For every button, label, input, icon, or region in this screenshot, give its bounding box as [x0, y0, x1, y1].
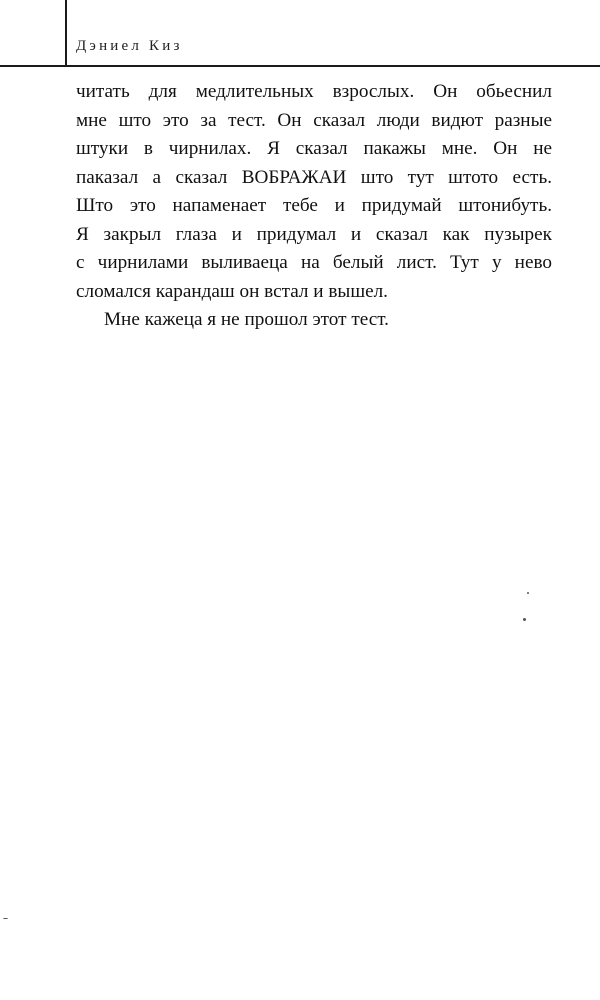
- text-line: читать для медлительных взрослых. Он обьеснил: [76, 81, 552, 102]
- final-paragraph: Мне кажеца я не прошол этот тест.: [104, 309, 389, 330]
- print-speck: [523, 618, 526, 621]
- header-vertical-rule: [65, 0, 67, 66]
- page-body-text: [76, 78, 552, 335]
- running-header-author: Дэниел Киз: [76, 38, 183, 54]
- text-line: паказал а сказал ВОБРАЖАИ што тут штото есть.: [76, 166, 552, 188]
- text-line: с чирнилами выливаеца на белый лист. Тут у нево: [76, 252, 552, 273]
- text-line: сломался карандаш он встал и вышел.: [76, 280, 388, 302]
- text-line: Што это напаменает тебе и придумай штонибуть.: [76, 195, 552, 216]
- text-line: штуки в чирнилах. Я сказал пакажы мне. Он не: [76, 138, 552, 159]
- header-horizontal-rule: [0, 65, 600, 67]
- text-line: Я закрыл глаза и придумал и сказал как пузырек: [76, 223, 552, 245]
- print-speck: [3, 918, 8, 919]
- text-line: мне што это за тест. Он сказал люди видют разные: [76, 109, 552, 131]
- print-speck: [527, 592, 529, 594]
